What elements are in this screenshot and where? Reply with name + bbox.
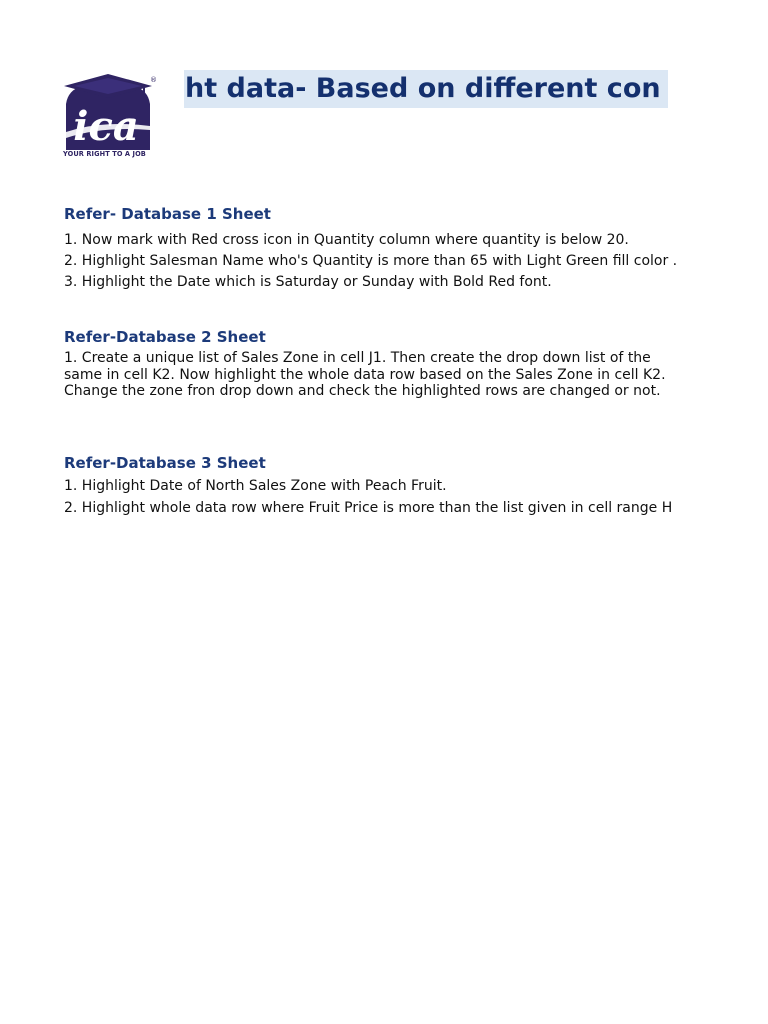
ica-logo [62, 72, 157, 162]
graduation-cap-logo-icon [62, 72, 157, 150]
banner-title: ht data- Based on different con [185, 73, 661, 104]
logo-letters: ica [73, 103, 139, 150]
list-item: 2. Highlight whole data row where Fruit Price is more than the list given in cell range H [64, 500, 673, 516]
list-item: 3. Highlight the Date which is Saturday or Sunday with Bold Red font. [64, 274, 552, 290]
list-item: 1. Now mark with Red cross icon in Quantity column where quantity is below 20. [64, 232, 629, 248]
title-banner [184, 70, 668, 108]
paragraph-line: same in cell K2. Now highlight the whole data row based on the Sales Zone in cell K2. [64, 366, 666, 383]
list-item: 2. Highlight Salesman Name who's Quantity is more than 65 with Light Green fill color . [64, 253, 678, 269]
paragraph-line: 1. Create a unique list of Sales Zone in cell J1. Then create the drop down list of the [64, 350, 651, 366]
section-database-2 [64, 328, 684, 400]
section-database-1 [64, 205, 684, 293]
section-heading: Refer- Database 1 Sheet [64, 205, 271, 223]
section-heading: Refer-Database 3 Sheet [64, 454, 266, 472]
registered-mark: ® [150, 76, 157, 84]
section-database-3 [64, 454, 684, 519]
list-item: 1. Highlight Date of North Sales Zone with Peach Fruit. [64, 478, 447, 494]
logo-tagline: YOUR RIGHT TO A JOB [63, 150, 146, 158]
section-heading: Refer-Database 2 Sheet [64, 328, 266, 346]
paragraph-line: Change the zone fron drop down and check the highlighted rows are changed or not. [64, 383, 661, 399]
